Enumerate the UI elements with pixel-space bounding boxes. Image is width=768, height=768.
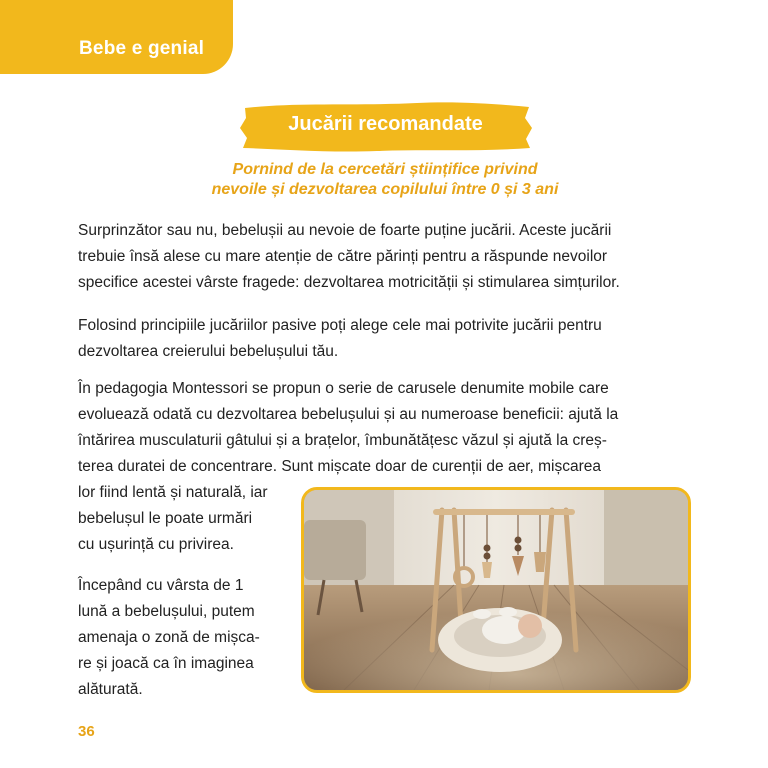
body-line: dezvoltarea creierului bebelușului tău. xyxy=(78,343,339,360)
baby-gym-photo xyxy=(301,487,691,693)
baby-gym-illustration xyxy=(304,490,688,690)
body-line: În pedagogia Montessori se propun o serie de carusele denumite mobile care xyxy=(78,380,609,397)
body-line: lor fiind lentă și naturală, iar xyxy=(78,484,268,501)
body-line: Surprinzător sau nu, bebelușii au nevoie de foarte puține jucării. Aceste jucării xyxy=(78,222,612,239)
header-tab xyxy=(0,0,233,74)
book-title: Bebe e genial xyxy=(79,38,205,59)
subtitle-line: nevoile și dezvoltarea copilului între 0 și 3 ani xyxy=(211,181,559,198)
body-line: întărirea musculaturii gâtului și a brațelor, îmbunătățesc văzul și ajută la creș- xyxy=(78,432,607,449)
body-line: alăturată. xyxy=(78,681,143,698)
body-line: Începând cu vârsta de 1 xyxy=(78,577,244,594)
body-line: terea duratei de concentrare. Sunt mișcate doar de curenții de aer, mișcarea xyxy=(78,458,601,475)
body-line: re și joacă ca în imaginea xyxy=(78,655,254,672)
body-line: lună a bebelușului, putem xyxy=(78,603,255,620)
page-number: 36 xyxy=(78,723,95,740)
subtitle-line: Pornind de la cercetări științifice privind xyxy=(232,161,538,178)
body-line: bebelușul le poate urmări xyxy=(78,510,253,527)
body-line: specifice acestei vârste fragede: dezvoltarea motricității și stimularea simțurilor. xyxy=(78,274,620,291)
body-line: trebuie însă alese cu mare atenție de către părinți pentru a răspunde nevoilor xyxy=(78,248,608,265)
body-line: evoluează odată cu dezvoltarea bebelușului și au numeroase beneficii: ajută la xyxy=(78,406,619,423)
section-subtitle xyxy=(150,160,620,200)
body-line: Folosind principiile jucăriilor pasive poți alege cele mai potrivite jucării pentru xyxy=(78,317,602,334)
body-line: cu ușurință cu privirea. xyxy=(78,536,234,553)
section-title: Jucării recomandate xyxy=(288,113,483,135)
body-line: amenaja o zonă de mișca- xyxy=(78,629,260,646)
